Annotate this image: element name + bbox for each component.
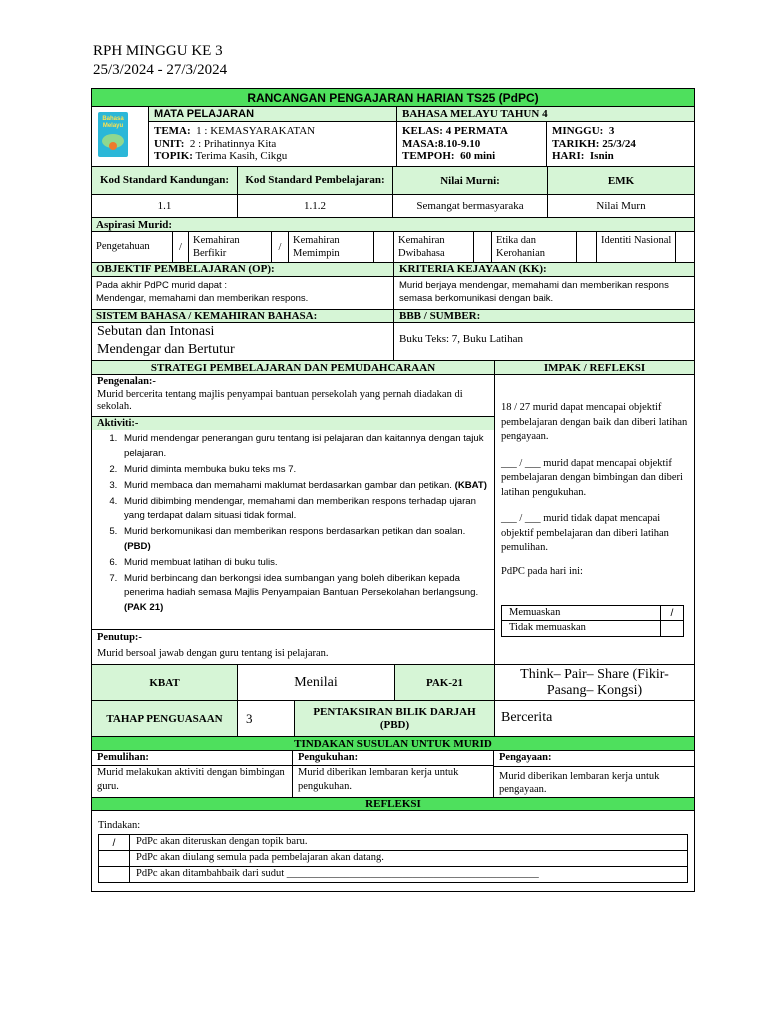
form-title: RANCANGAN PENGAJARAN HARIAN TS25 (PdPC) (92, 89, 694, 107)
aktiviti-item: 6. Murid membuat latihan di buku tulis. (120, 556, 488, 571)
refleksi-row: PdPc akan diulang semula pada pembelajaran akan datang. (129, 851, 687, 867)
unit-label: UNIT: (154, 137, 185, 150)
date-info (546, 122, 694, 166)
pengayaan-text: Murid diberikan lembaran kerja untuk pengayaan. (493, 766, 694, 797)
kriteria-text: Murid berjaya mendengar, memahami dan memberikan respons semasa berkomunikasi dengan baik. (393, 277, 694, 309)
pdpc-option-memuaskan: Memuaskan (502, 606, 660, 621)
document-header (93, 42, 227, 80)
subject-label: MATA PELAJARAN (148, 107, 396, 122)
pdpc-options (501, 605, 684, 637)
aktiviti-item: 4. Murid dibimbing mendengar, memahami dan memberikan respons terhadap ujaran yang terdapat dalam situasi tidak formal. (120, 495, 488, 524)
pak21-label: PAK-21 (394, 664, 494, 700)
pengenalan-text: Murid bercerita tentang majlis penyampai bantuan persekolah yang pernah diadakan di sekolah. (97, 389, 463, 412)
strategi-label: STRATEGI PEMBELAJARAN DAN PEMUDAHCARAAN (92, 360, 494, 375)
std-kandungan-value: 1.1 (157, 200, 172, 212)
textbook-cover (92, 107, 148, 166)
nilai-murni-value: Semangat bermasyaraka (392, 195, 547, 217)
week-heading: RPH MINGGU KE 3 (93, 43, 223, 59)
kelas-value: KELAS: 4 PERMATA (402, 125, 508, 137)
tindakan-label: TINDAKAN SUSULAN UNTUK MURID (92, 736, 694, 751)
impak-para-1: 18 / 27 murid dapat mencapai objektif pembelajaran dengan baik dan diberi latihan pengayaan. (501, 402, 688, 442)
tema-label: TEMA: (154, 125, 191, 137)
book-title-2: Melayu (102, 123, 124, 129)
class-info (396, 122, 546, 166)
emk-value: Nilai Murn (547, 195, 694, 217)
tempoh-value: 60 mini (460, 150, 496, 162)
refleksi-content (92, 811, 694, 891)
book-title-1: Bahasa (102, 116, 124, 122)
tempoh-label: TEMPOH: (402, 150, 455, 162)
tarikh-value: TARIKH: 25/3/24 (552, 137, 636, 150)
pak21-value: Think– Pair– Share (Fikir-Pasang– Kongsi) (494, 664, 694, 700)
aktiviti-item: 2. Murid diminta membuka buku teks ms 7. (120, 463, 488, 478)
aspirasi-mark (675, 232, 694, 263)
aspirasi-mark: / (172, 232, 188, 263)
refleksi-mark (99, 851, 129, 867)
pengenalan-label: Pengenalan:- (97, 376, 156, 387)
aspirasi-label: Aspirasi Murid: (92, 217, 694, 232)
aspirasi-item: Kemahiran Dwibahasa (393, 232, 473, 263)
impak-label: IMPAK / REFLEKSI (494, 360, 694, 375)
pdpc-label: PdPC pada hari ini: (501, 565, 583, 577)
bbb-label: BBB / SUMBER: (393, 309, 694, 323)
sistem-line-1: Sebutan dan Intonasi (97, 324, 215, 339)
pemulihan-text: Murid melakukan aktiviti dengan bimbingan guru. (97, 767, 285, 792)
emk-header: EMK (547, 166, 694, 195)
pdpc-mark-tidak-memuaskan (660, 621, 683, 636)
hari-value: Isnin (589, 150, 614, 162)
impak-para-2: ___ / ___ murid dapat mencapai objektif pembelajaran dengan bimbingan dan diberi latihan pengukuhan. (501, 457, 683, 498)
aktiviti-item: 5. Murid berkomunikasi dan memberikan respons berdasarkan petikan dan soalan. (PBD) (120, 525, 488, 554)
std-pembelajaran-header: Kod Standard Pembelajaran: (237, 166, 392, 195)
tema-value: 1 : KEMASYARAKATAN (196, 125, 316, 137)
pdpc-mark-memuaskan: / (660, 606, 683, 621)
kbat-value: Menilai (237, 664, 394, 700)
theme-info (148, 122, 396, 166)
objektif-text-1: Pada akhir PdPC murid dapat : (96, 280, 227, 291)
std-kandungan-header: Kod Standard Kandungan: (92, 166, 237, 195)
aspirasi-item: Kemahiran Berfikir (188, 232, 271, 263)
pengayaan-label: Pengayaan: (493, 751, 694, 766)
pbd-label: PENTAKSIRAN BILIK DARJAH (PBD) (294, 700, 494, 736)
kriteria-label: KRITERIA KEJAYAAN (KK): (393, 263, 694, 277)
unit-value: 2 : Prihatinnya Kita (189, 137, 277, 150)
aspirasi-item: Identiti Nasional (596, 232, 675, 263)
aktiviti-list-wrap (92, 430, 494, 629)
aktiviti-item: 7. Murid berbincang dan berkongsi idea sumbangan yang boleh diberikan kepada penerima hadiah semasa Majlis Penyampaian Bantuan Persekolahan berlangsung. (PAK 21) (120, 572, 488, 616)
objektif-content (92, 277, 393, 309)
aspirasi-row (92, 232, 694, 263)
subject-value: BAHASA MELAYU TAHUN 4 (396, 107, 694, 122)
refleksi-row: PdPc akan diteruskan dengan topik baru. (129, 835, 687, 851)
refleksi-label: REFLEKSI (92, 797, 694, 811)
tahap-label: TAHAP PENGUASAAN (92, 700, 237, 736)
std-pembelajaran-value: 1.1.2 (237, 195, 392, 217)
penutup-text: Murid bersoal jawab dengan guru tentang isi pelajaran. (97, 648, 329, 659)
strategi-content (92, 375, 494, 664)
refleksi-tindakan-label: Tindakan: (98, 820, 141, 831)
aktiviti-item: 1. Murid mendengar penerangan guru tentang isi pelajaran dan kaitannya dengan tajuk pelajaran. (120, 432, 488, 461)
aspirasi-mark (473, 232, 491, 263)
bbb-text: Buku Teks: 7, Buku Latihan (393, 323, 694, 360)
pemulihan-label: Pemulihan: (92, 751, 292, 766)
refleksi-mark (99, 867, 129, 882)
topik-value: Terima Kasih, Cikgu (195, 150, 288, 162)
objektif-label: OBJEKTIF PEMBELAJARAN (OP): (92, 263, 393, 277)
refleksi-table (98, 834, 688, 883)
impak-para-3: ___ / ___ murid tidak dapat mencapai objektif pembelajaran dan diberi latihan pemulihan. (501, 513, 669, 553)
hari-label: HARI: (552, 150, 585, 162)
aspirasi-item: Pengetahuan (96, 241, 150, 252)
pdpc-option-tidak-memuaskan: Tidak memuaskan (509, 622, 586, 633)
pengukuhan-label: Pengukuhan: (292, 751, 493, 766)
tahap-value: 3 (237, 700, 294, 736)
refleksi-row: PdPc akan ditambahbaik dari sudut ________________________________________________ (129, 867, 687, 882)
sistem-content (92, 323, 393, 360)
nilai-murni-header: Nilai Murni: (392, 166, 547, 195)
minggu-label: MINGGU: (552, 125, 604, 137)
date-range: 25/3/2024 - 27/3/2024 (93, 62, 228, 78)
objektif-text-2: Mendengar, memahami dan memberikan respons. (96, 293, 309, 304)
aspirasi-mark (373, 232, 393, 263)
aktiviti-label: Aktiviti:- (92, 416, 494, 430)
penutup-label: Penutup:- (92, 629, 494, 645)
topik-label: TOPIK: (154, 150, 193, 162)
aspirasi-mark: / (271, 232, 288, 263)
sistem-line-2: Mendengar dan Bertutur (97, 342, 235, 357)
refleksi-mark: / (99, 835, 129, 851)
pbd-value: Bercerita (494, 700, 694, 736)
aktiviti-list (96, 432, 488, 615)
aspirasi-mark (576, 232, 596, 263)
pengukuhan-text: Murid diberikan lembaran kerja untuk pengukuhan. (292, 766, 493, 797)
kbat-label: KBAT (92, 664, 237, 700)
sistem-label: SISTEM BAHASA / KEMAHIRAN BAHASA: (92, 309, 393, 323)
minggu-value: 3 (608, 125, 615, 137)
aspirasi-item: Kemahiran Memimpin (288, 232, 373, 263)
lesson-plan-form (91, 88, 695, 892)
aktiviti-item: 3. Murid membaca dan memahami maklumat berdasarkan gambar dan petikan. (KBAT) (120, 479, 488, 494)
masa-value: MASA:8.10-9.10 (402, 137, 481, 150)
aspirasi-item: Etika dan Kerohanian (491, 232, 576, 263)
